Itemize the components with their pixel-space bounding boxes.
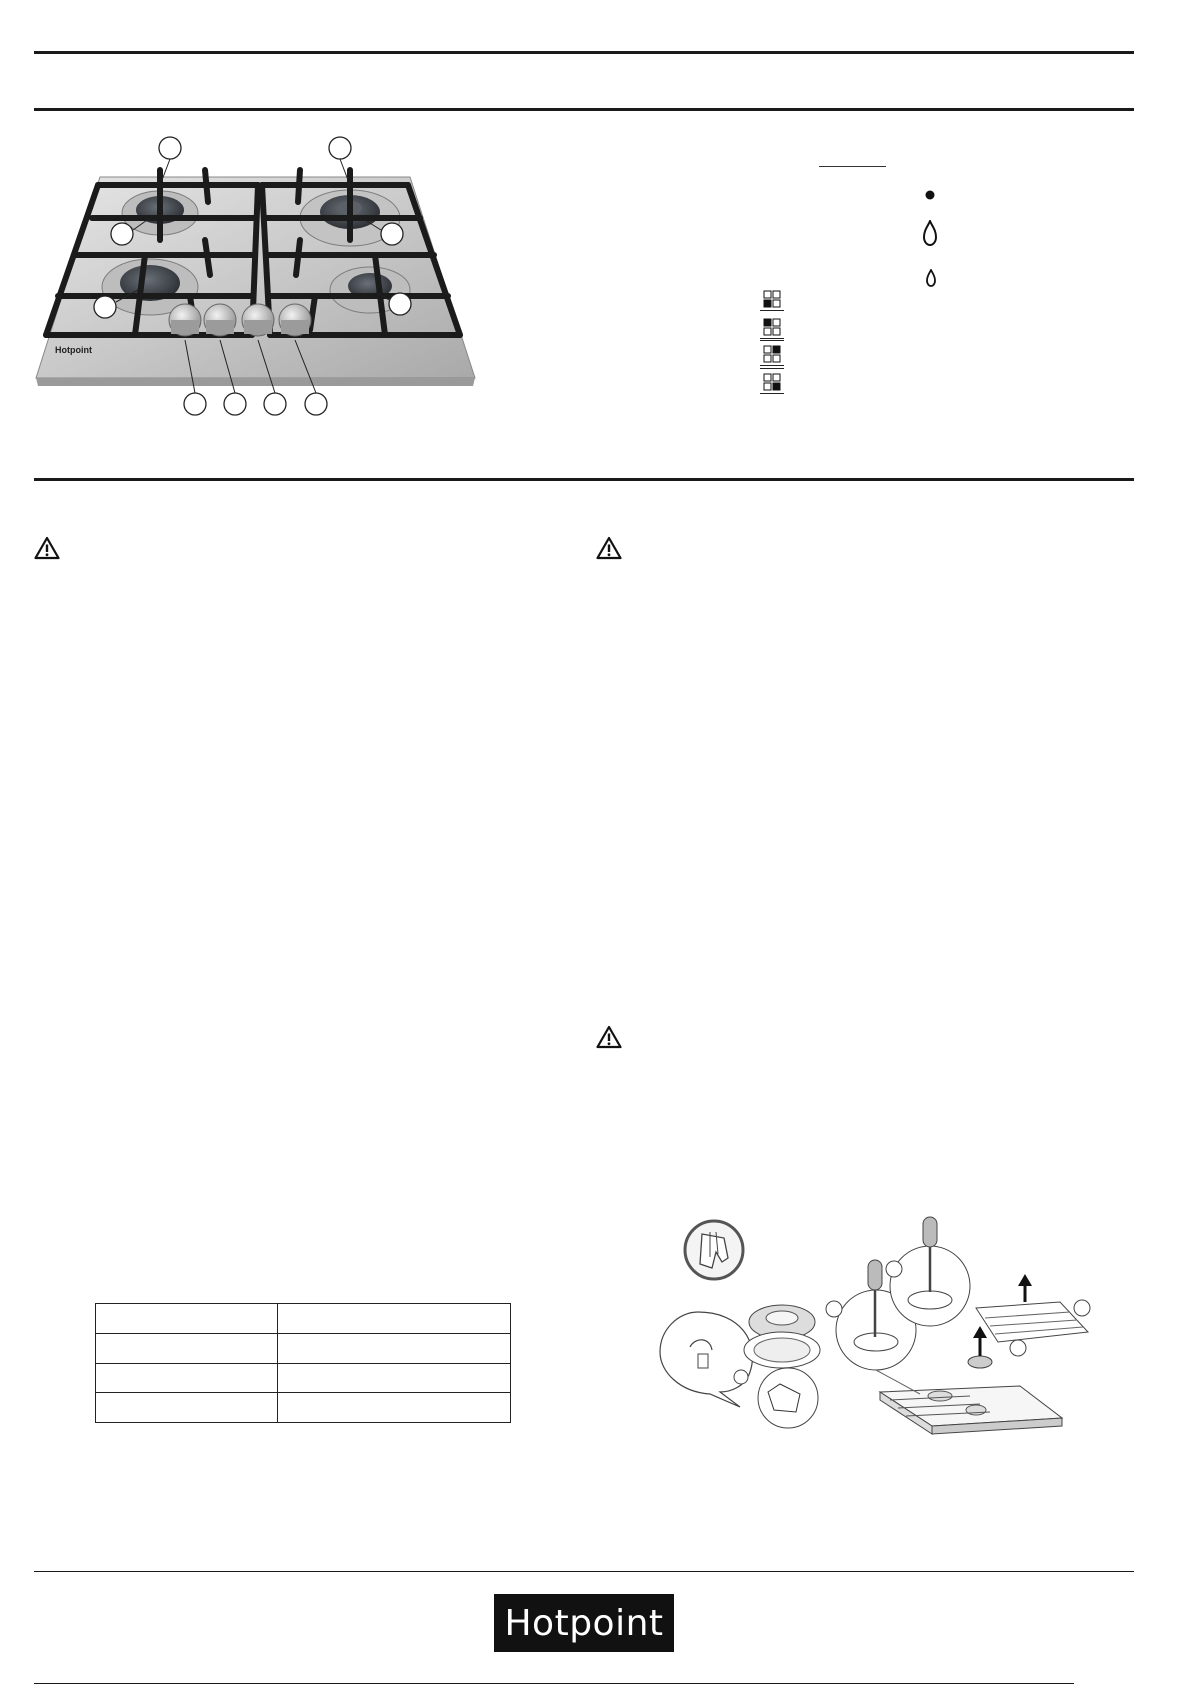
spec-table	[95, 1303, 511, 1423]
footer-rule	[34, 1571, 1134, 1572]
hob-illustration	[30, 130, 480, 420]
burner-rear-right-icon	[760, 342, 784, 364]
large-flame-icon	[923, 220, 937, 246]
bottom-rule	[34, 1683, 1074, 1684]
warning-triangle-icon	[596, 536, 622, 560]
gloves-icon	[685, 1221, 743, 1279]
table-row	[96, 1333, 511, 1363]
legend-underline	[819, 166, 886, 167]
table-row	[96, 1363, 511, 1393]
warning-triangle-icon	[596, 1025, 622, 1049]
burner-rear-left-icon	[760, 287, 784, 309]
hob-brand-label: Hotpoint	[55, 345, 92, 355]
section-rule-2	[34, 478, 1134, 481]
cleaning-illustration	[640, 1212, 1110, 1442]
small-flame-icon	[926, 269, 936, 287]
table-row	[96, 1304, 511, 1334]
top-rule	[34, 51, 1134, 54]
burner-front-right-icon	[760, 370, 784, 392]
section-rule-1	[34, 108, 1134, 111]
warning-triangle-icon	[34, 536, 60, 560]
logo-text: Hotpoint	[504, 1602, 664, 1644]
burner-front-left-icon	[760, 315, 784, 337]
hotpoint-logo	[494, 1594, 674, 1652]
filled-dot-icon	[925, 190, 935, 200]
table-row	[96, 1393, 511, 1423]
